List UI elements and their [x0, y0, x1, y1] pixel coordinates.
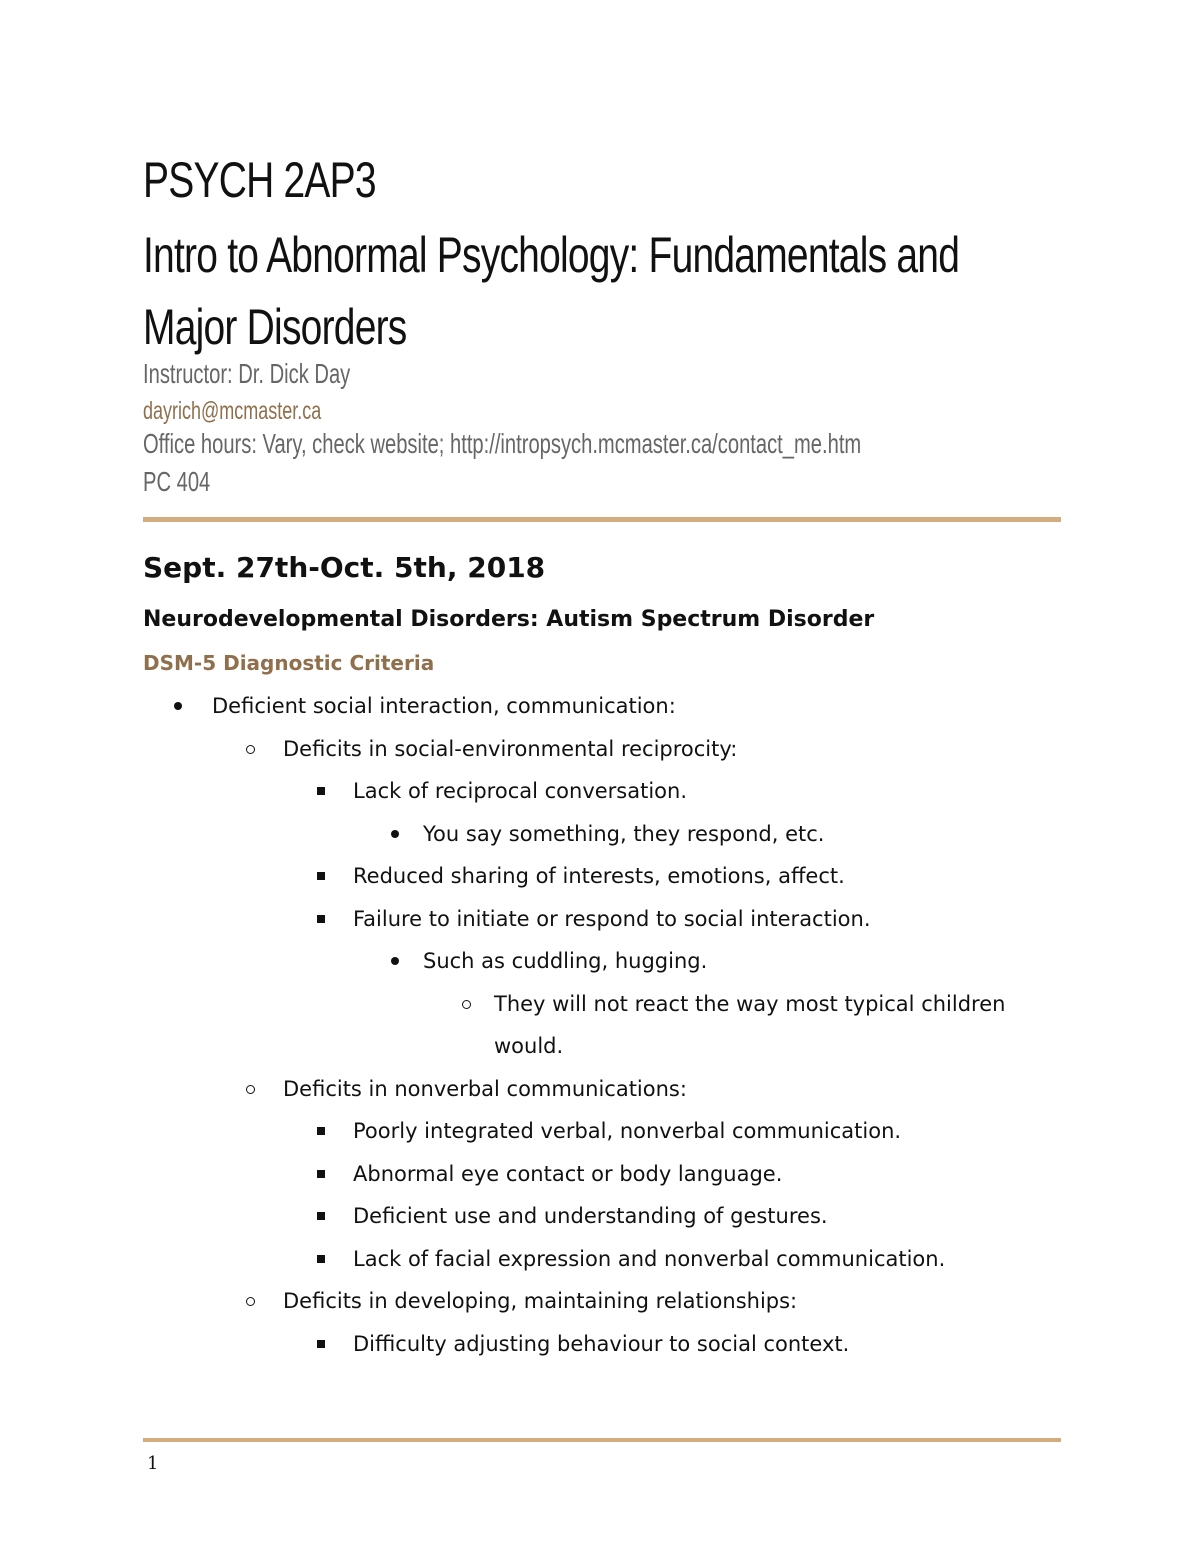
list-item-text: Deficits in social-environmental reciprocity:	[283, 736, 738, 761]
list-item	[0, 1153, 1200, 1195]
list-item	[0, 1025, 1200, 1067]
disc-bullet-icon	[391, 830, 399, 838]
instructor-line: Instructor: Dr. Dick Day	[143, 358, 351, 389]
square-bullet-icon	[317, 787, 325, 795]
square-bullet-icon	[317, 872, 325, 880]
list-item	[0, 940, 1200, 982]
topic-heading: Neurodevelopmental Disorders: Autism Spectrum Disorder	[143, 607, 875, 632]
list-item	[0, 728, 1200, 770]
list-item-text: Reduced sharing of interests, emotions, affect.	[353, 864, 845, 888]
list-item-text: You say something, they respond, etc.	[423, 821, 825, 846]
list-item-text: would.	[494, 1034, 564, 1058]
instructor-email[interactable]: dayrich@mcmaster.ca	[143, 397, 322, 425]
list-item	[0, 1195, 1200, 1237]
square-bullet-icon	[317, 1255, 325, 1263]
list-item-text: Lack of facial expression and nonverbal communication.	[353, 1246, 946, 1271]
list-item-text: Such as cuddling, hugging.	[423, 949, 708, 973]
square-bullet-icon	[317, 1170, 325, 1178]
list-item-text: Deficits in developing, maintaining relationships:	[283, 1289, 798, 1313]
list-item	[0, 770, 1200, 812]
circle-bullet-icon	[462, 1000, 471, 1009]
circle-bullet-icon	[246, 1297, 255, 1306]
square-bullet-icon	[317, 1127, 325, 1135]
list-item	[0, 1068, 1200, 1110]
course-title: Intro to Abnormal Psychology: Fundamentals and Major Disorders	[143, 227, 960, 355]
course-code: PSYCH 2AP3	[143, 152, 376, 208]
list-item-text: They will not react the way most typical children	[494, 991, 1006, 1016]
list-item-text: Failure to initiate or respond to social interaction.	[353, 906, 871, 931]
list-item	[0, 1110, 1200, 1152]
list-item-text: Lack of reciprocal conversation.	[353, 779, 688, 803]
list-item	[0, 813, 1200, 855]
list-item-text: Deficits in nonverbal communications:	[283, 1076, 687, 1101]
date-heading: Sept. 27th-Oct. 5th, 2018	[143, 551, 546, 584]
criteria-subheading: DSM-5 Diagnostic Criteria	[143, 651, 435, 675]
list-item	[0, 898, 1200, 940]
list-item	[0, 1238, 1200, 1280]
list-item	[0, 1280, 1200, 1322]
list-item	[0, 983, 1200, 1025]
disc-bullet-icon	[391, 957, 399, 965]
list-item-text: Difficulty adjusting behaviour to social context.	[353, 1331, 850, 1356]
square-bullet-icon	[317, 1212, 325, 1220]
header-divider	[143, 517, 1061, 522]
list-item-text: Poorly integrated verbal, nonverbal communication.	[353, 1119, 902, 1143]
circle-bullet-icon	[246, 1085, 255, 1094]
office-hours-line: Office hours: Vary, check website; http://intropsych.mcmaster.ca/contact_me.htm	[143, 428, 862, 459]
circle-bullet-icon	[246, 745, 255, 754]
footer-divider	[143, 1438, 1061, 1442]
list-item-text: Abnormal eye contact or body language.	[353, 1161, 783, 1186]
list-item	[0, 685, 1200, 727]
office-room: PC 404	[143, 466, 211, 497]
square-bullet-icon	[317, 915, 325, 923]
disc-bullet-icon	[174, 702, 182, 710]
list-item	[0, 1323, 1200, 1365]
list-item-text: Deficient social interaction, communication:	[212, 694, 676, 718]
page-number: 1	[147, 1453, 159, 1474]
list-item	[0, 855, 1200, 897]
square-bullet-icon	[317, 1340, 325, 1348]
list-item-text: Deficient use and understanding of gestures.	[353, 1204, 828, 1228]
